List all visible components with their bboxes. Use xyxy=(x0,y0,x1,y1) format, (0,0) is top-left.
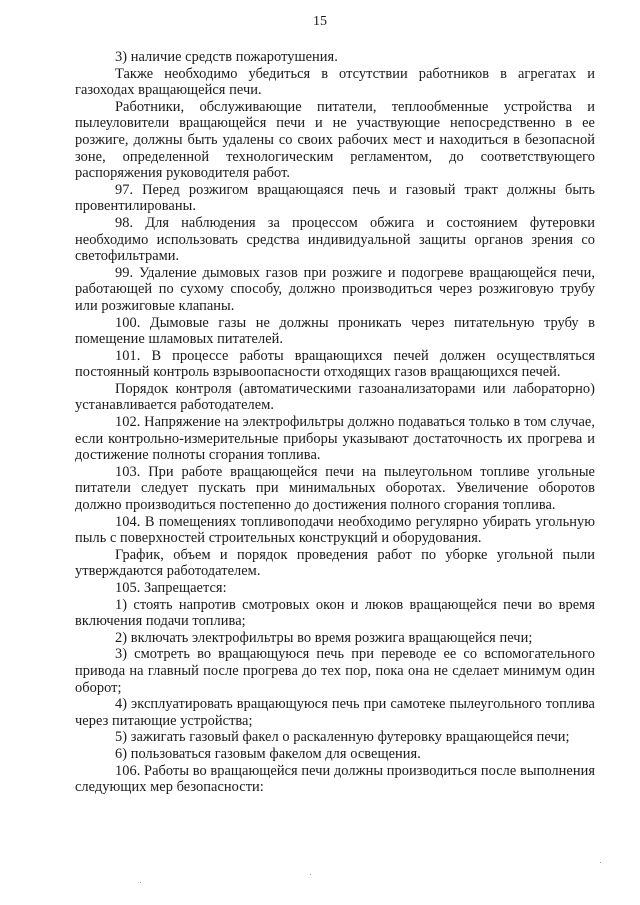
paragraph: 99. Удаление дымовых газов при розжиге и подогреве вращающейся печи, работающей по сухому способу, должно производиться через розжиговую трубу или розжиговые клапаны. xyxy=(75,264,595,314)
scan-speck xyxy=(140,882,141,883)
paragraph: Порядок контроля (автоматическими газоанализаторами или лабораторно) устанавливается работодателем. xyxy=(75,380,595,414)
paragraph: 103. При работе вращающейся печи на пылеугольном топливе угольные питатели следует пускать при минимальных оборотах. Увеличение оборотов должно производиться постепенно до достижения полного сгорания топлива. xyxy=(75,463,595,514)
paragraph: 97. Перед розжигом вращающаяся печь и газовый тракт должны быть провентилированы. xyxy=(75,181,595,215)
document-body xyxy=(75,49,595,796)
scan-speck xyxy=(310,874,311,875)
paragraph: 106. Работы во вращающейся печи должны производиться после выполнения следующих мер безопасности: xyxy=(75,762,595,796)
paragraph: 102. Напряжение на электрофильтры должно подаваться только в том случае, если контрольно-измерительные приборы указывают достаточность их прогрева и достижение полноты сгорания топлива. xyxy=(75,414,595,464)
paragraph: 5) зажигать газовый факел о раскаленную футеровку вращающейся печи; xyxy=(115,729,570,746)
page-number: 15 xyxy=(313,14,327,29)
paragraph: 6) пользоваться газовым факелом для освещения. xyxy=(115,745,421,762)
paragraph: 101. В процессе работы вращающихся печей должен осуществляться постоянный контроль взрывоопасности отходящих газов вращающихся печей. xyxy=(75,347,595,381)
scan-speck xyxy=(600,862,601,863)
paragraph: График, объем и порядок проведения работ по уборке угольной пыли утверждаются работодателем. xyxy=(75,546,595,580)
paragraph: Также необходимо убедиться в отсутствии работников в агрегатах и газоходах вращающейся печи. xyxy=(75,65,595,99)
paragraph: 100. Дымовые газы не должны проникать через питательную трубу в помещение шламовых питателей. xyxy=(75,314,595,348)
paragraph: 3) наличие средств пожаротушения. xyxy=(115,49,338,65)
paragraph: Работники, обслуживающие питатели, теплообменные устройства и пылеуловители вращающейся печи и не участвующие непосредственно в ее розжиге, должны быть удалены со своих рабочих мест и находиться в безопасной зоне, определенной технологическим регламентом, до соответствующего распоряжения руководителя работ. xyxy=(75,98,595,182)
paragraph: 98. Для наблюдения за процессом обжига и состоянием футеровки необходимо использовать средства индивидуальной защиты органов зрения со светофильтрами. xyxy=(75,214,595,265)
paragraph: 3) смотреть во вращающуюся печь при переводе ее со вспомогательного привода на главный после прогрева до тех пор, пока она не сделает минимум один оборот; xyxy=(75,646,595,696)
paragraph: 104. В помещениях топливоподачи необходимо регулярно убирать угольную пыль с поверхностей строительных конструкций и оборудования. xyxy=(75,513,595,547)
paragraph: 1) стоять напротив смотровых окон и люков вращающейся печи во время включения подачи топлива; xyxy=(75,596,595,630)
paragraph: 2) включать электрофильтры во время розжига вращающейся печи; xyxy=(115,629,533,646)
paragraph: 105. Запрещается: xyxy=(115,580,227,596)
paragraph: 4) эксплуатировать вращающуюся печь при самотеке пылеугольного топлива через питающие устройства; xyxy=(75,696,595,729)
